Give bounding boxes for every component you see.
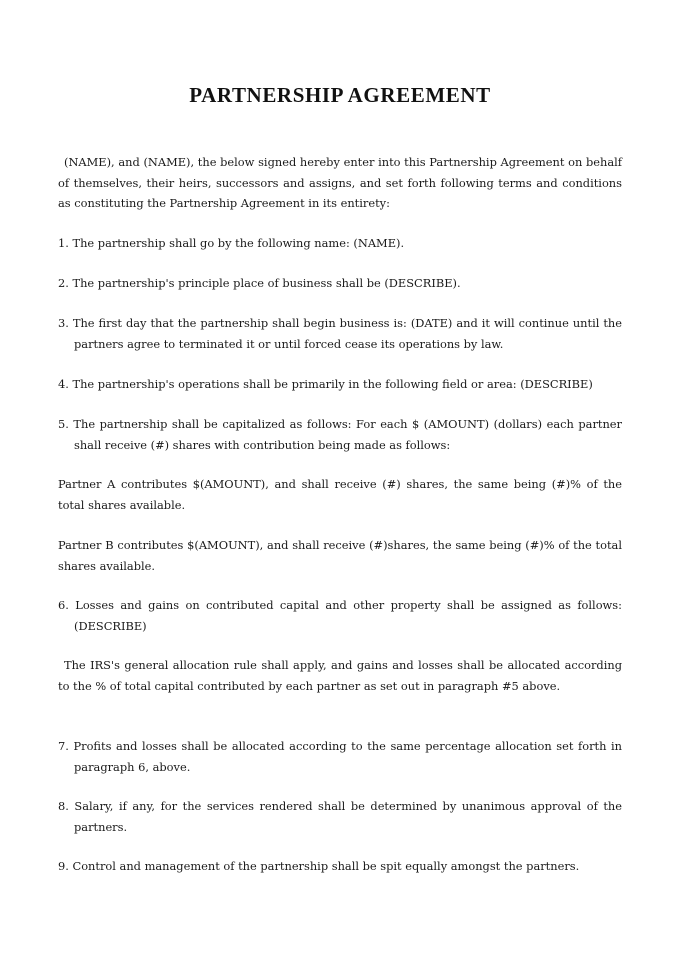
- clause-3: 3. The first day that the partnership shall begin business is: (DATE) and it will continue until the partners agree to terminated it or until forced cease its operations by law.: [58, 316, 622, 351]
- irs-allocation-paragraph: The IRS's general allocation rule shall apply, and gains and losses shall be allocated according to the % of total capital contributed by each partner as set out in paragraph #5 above.: [58, 658, 622, 693]
- clause-1: 1. The partnership shall go by the following name: (NAME).: [58, 236, 405, 250]
- partner-b-contribution: Partner B contributes $(AMOUNT), and shall receive (#)shares, the same being (#)% of the total shares available.: [58, 538, 622, 573]
- clause-7: 7. Profits and losses shall be allocated according to the same percentage allocation set forth in paragraph 6, above.: [58, 739, 622, 774]
- intro-paragraph: (NAME), and (NAME), the below signed hereby enter into this Partnership Agreement on behalf of themselves, their heirs, successors and assigns, and set forth following terms and conditions as constituting the Partnership Agreement in its entirety:: [58, 155, 622, 210]
- clause-5: 5. The partnership shall be capitalized as follows: For each $ (AMOUNT) (dollars) each partner shall receive (#) shares with contribution being made as follows:: [58, 417, 622, 452]
- clause-9: 9. Control and management of the partnership shall be spit equally amongst the partners.: [58, 859, 580, 873]
- document-title: PARTNERSHIP AGREEMENT: [189, 83, 491, 107]
- clause-4: 4. The partnership's operations shall be primarily in the following field or area: (DESCRIBE): [58, 377, 593, 391]
- partner-a-contribution: Partner A contributes $(AMOUNT), and shall receive (#) shares, the same being (#)% of the total shares available.: [58, 477, 622, 512]
- clause-2: 2. The partnership's principle place of business shall be (DESCRIBE).: [58, 276, 461, 290]
- clause-8: 8. Salary, if any, for the services rendered shall be determined by unanimous approval of the partners.: [58, 799, 622, 834]
- clause-6: 6. Losses and gains on contributed capital and other property shall be assigned as follows: (DESCRIBE): [58, 598, 622, 633]
